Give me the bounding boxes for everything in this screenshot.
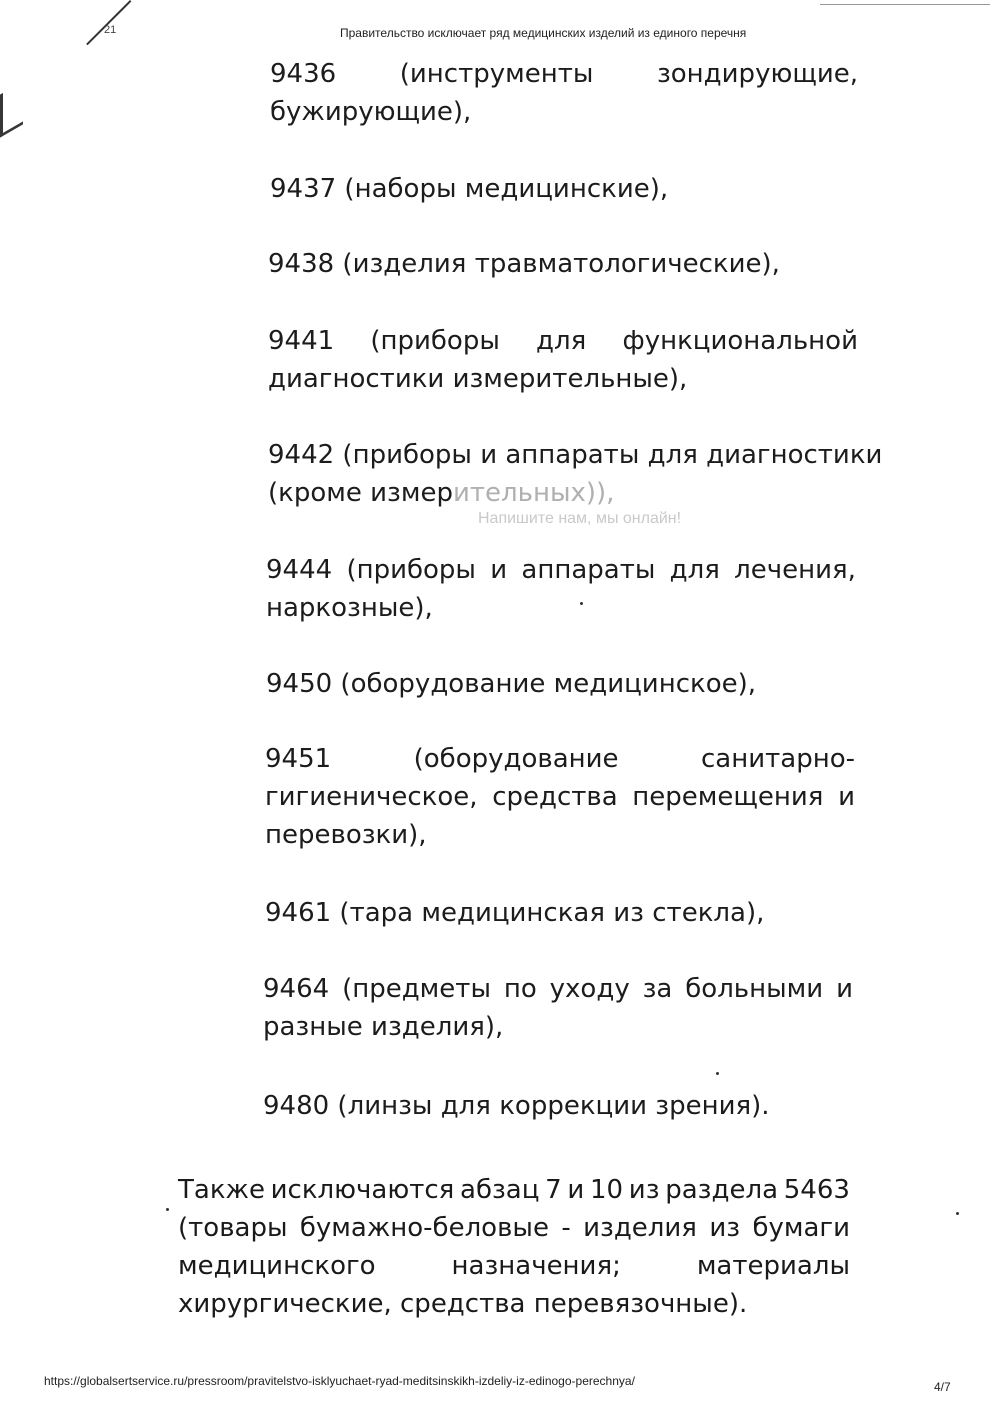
word: средства xyxy=(492,782,618,812)
list-item-line: 9438 (изделия травматологические), xyxy=(268,249,780,279)
list-item-line: разные изделия), xyxy=(263,1012,504,1042)
word: исключаются xyxy=(270,1175,455,1205)
word: (товары xyxy=(178,1213,288,1243)
scan-speck xyxy=(716,1072,719,1075)
list-item-line: диагностики измерительные), xyxy=(268,364,688,394)
list-item xyxy=(263,970,853,1046)
list-item-line: 9442 (приборы и аппараты для диагностики xyxy=(268,440,883,470)
chat-prompt-overlay[interactable]: Напишите нам, мы онлайн! xyxy=(478,510,682,527)
word: 9444 xyxy=(266,555,333,585)
word: гигиеническое, xyxy=(265,782,478,812)
word: лечения, xyxy=(734,555,856,585)
word: функциональной xyxy=(622,326,858,356)
list-item xyxy=(266,551,856,627)
list-item xyxy=(265,740,855,854)
list-item-line xyxy=(263,970,853,1008)
list-item-line xyxy=(265,740,855,778)
list-item xyxy=(268,245,780,283)
word: для xyxy=(669,555,720,585)
list-item-line: 9450 (оборудование медицинское), xyxy=(266,669,757,699)
scan-speck xyxy=(956,1212,959,1215)
paragraph-line xyxy=(178,1247,850,1285)
word: и xyxy=(490,555,508,585)
paragraph-line xyxy=(178,1209,850,1247)
list-item-line xyxy=(268,322,858,360)
list-item xyxy=(268,322,858,398)
word: (инструменты xyxy=(399,59,594,89)
word: абзац xyxy=(460,1175,540,1205)
list-item xyxy=(265,894,764,932)
word: (приборы xyxy=(370,326,500,356)
page-marker: 21 xyxy=(104,24,117,36)
scan-artifact-line xyxy=(820,4,990,5)
word: бумажно-беловые xyxy=(299,1213,549,1243)
word: бумаги xyxy=(752,1213,850,1243)
word: изделия xyxy=(583,1213,697,1243)
list-item xyxy=(266,665,756,703)
word: зондирующие, xyxy=(656,59,858,89)
scan-speck xyxy=(580,602,583,605)
word: для xyxy=(536,326,587,356)
list-item xyxy=(263,1087,770,1125)
list-item-line: 9480 (линзы для коррекции зрения). xyxy=(263,1091,770,1121)
list-item-line: 9437 (наборы медицинские), xyxy=(270,174,669,204)
footer-url[interactable]: https://globalsertservice.ru/pressroom/pravitelstvo-isklyuchaet-ryad-meditsinskikh-izdeliy-iz-edinogo-perechnya/ xyxy=(44,1374,635,1388)
list-item-line: перевозки), xyxy=(265,820,427,850)
word: уходу xyxy=(549,974,630,1004)
word: перемещения xyxy=(632,782,824,812)
closing-paragraph xyxy=(178,1171,850,1323)
list-item-line xyxy=(270,55,858,93)
scan-speck xyxy=(166,1208,169,1211)
word: аппараты xyxy=(521,555,656,585)
word: (предметы xyxy=(342,974,491,1004)
word: 9441 xyxy=(268,326,335,356)
word: 9436 xyxy=(270,59,337,89)
list-item xyxy=(268,436,882,512)
word: (кроме измер xyxy=(268,478,453,508)
word: 9451 xyxy=(265,744,332,774)
scan-artifact-stroke xyxy=(86,0,131,45)
list-item-line: 9461 (тара медицинская из стекла), xyxy=(265,898,765,928)
list-item-line xyxy=(265,778,855,816)
word: и xyxy=(567,1175,585,1205)
word: за xyxy=(642,974,673,1004)
paragraph-line: хирургические, средства перевязочные). xyxy=(178,1289,748,1319)
word: из xyxy=(709,1213,741,1243)
list-item-line: наркозные), xyxy=(266,593,433,623)
header-title: Правительство исключает ряд медицинских изделий из единого перечня xyxy=(340,26,747,40)
list-item-line xyxy=(266,551,856,589)
word: Также xyxy=(178,1175,265,1205)
word: материалы xyxy=(696,1251,850,1281)
word: 7 xyxy=(545,1175,562,1205)
word: (приборы xyxy=(346,555,476,585)
word: санитарно- xyxy=(701,744,855,774)
list-item xyxy=(270,170,668,208)
list-item-line: бужирующие), xyxy=(270,97,472,127)
word: из xyxy=(628,1175,660,1205)
word: больными xyxy=(685,974,824,1004)
word: назначения; xyxy=(451,1251,621,1281)
list-item xyxy=(270,55,858,131)
word: раздела xyxy=(665,1175,779,1205)
word: по xyxy=(503,974,537,1004)
faded-text: ительных)), xyxy=(452,478,615,508)
footer-page-number: 4/7 xyxy=(934,1380,951,1394)
word: и xyxy=(836,974,853,1004)
word: и xyxy=(838,782,855,812)
word: медицинского xyxy=(178,1251,376,1281)
paragraph-line xyxy=(178,1171,850,1209)
word: 10 xyxy=(590,1175,624,1205)
word: (оборудование xyxy=(413,744,619,774)
scan-artifact-mark xyxy=(0,81,23,137)
word: - xyxy=(561,1213,571,1243)
word: 5463 xyxy=(783,1175,850,1205)
list-item-line xyxy=(268,474,882,512)
word: 9464 xyxy=(263,974,330,1004)
